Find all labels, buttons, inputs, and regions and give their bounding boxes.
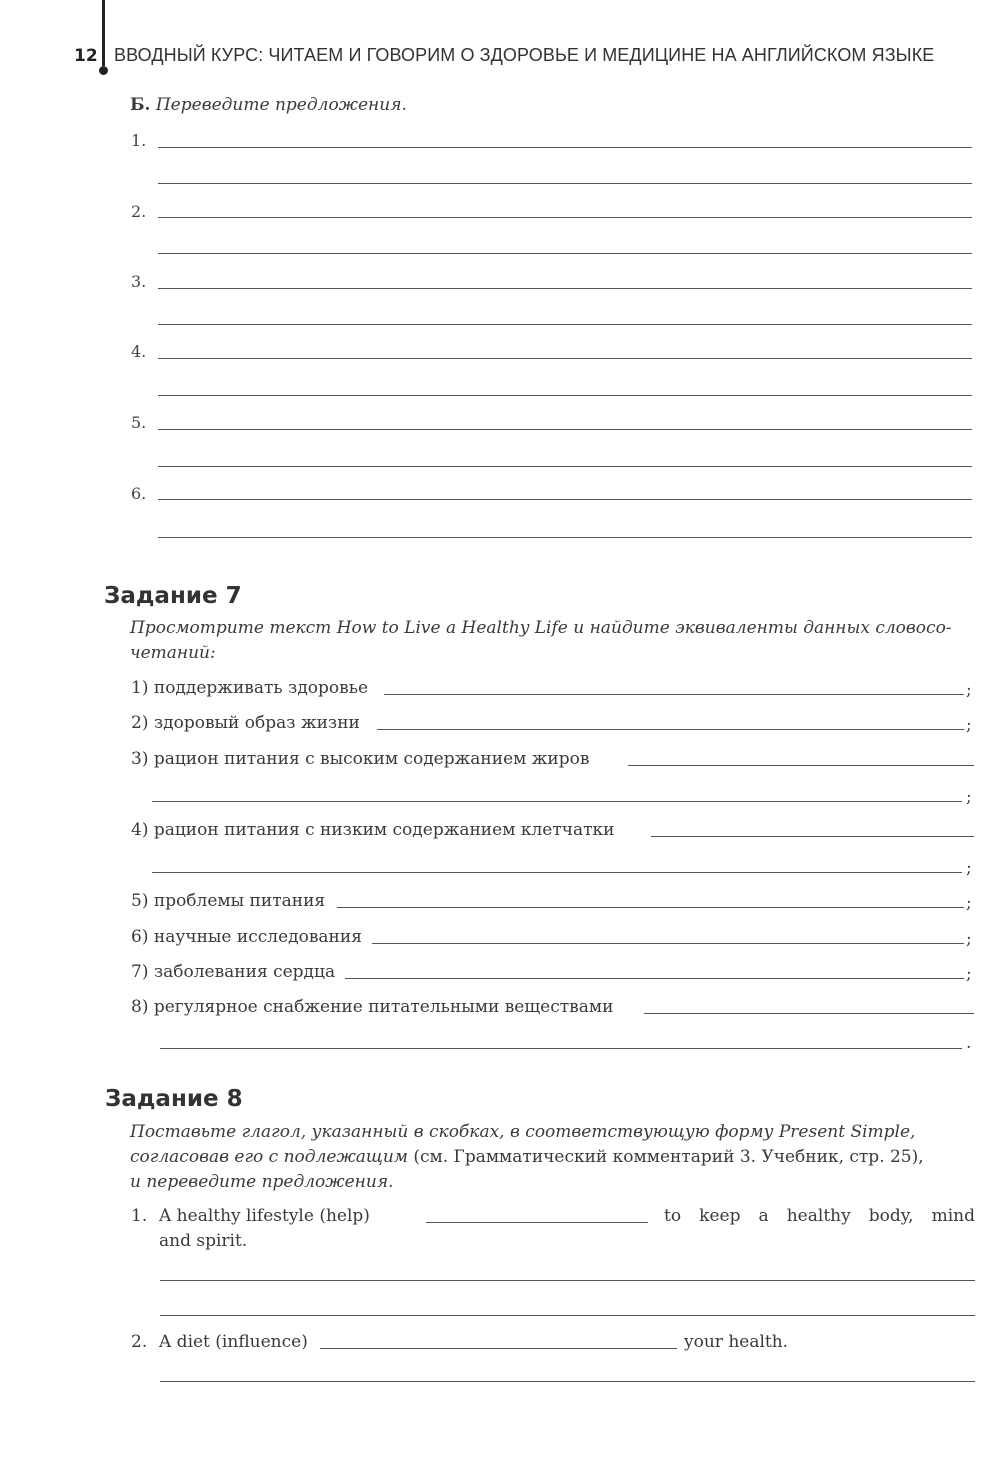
task7-title: Задание 7 <box>104 583 242 609</box>
answer-line[interactable] <box>158 183 972 184</box>
item-end-punct: . <box>966 1033 972 1053</box>
item-end-punct: ; <box>966 893 972 913</box>
verb-blank[interactable] <box>320 1348 677 1349</box>
exercise-text-after: to keep a healthy body, mind <box>664 1206 975 1226</box>
answer-line[interactable] <box>651 836 974 837</box>
translation-number: 4. <box>131 342 147 361</box>
verb-blank[interactable] <box>426 1222 648 1223</box>
part-b-instruction <box>130 95 407 115</box>
answer-line[interactable] <box>158 499 972 500</box>
answer-line[interactable] <box>158 466 972 467</box>
vocab-item: 7) заболевания сердца <box>131 962 336 982</box>
vocab-item: 8) регулярное снабжение питательными веществами <box>131 997 614 1017</box>
answer-line[interactable] <box>337 907 964 908</box>
answer-line[interactable] <box>644 1013 974 1014</box>
answer-line[interactable] <box>158 324 972 325</box>
answer-line[interactable] <box>345 978 964 979</box>
answer-line[interactable] <box>158 429 972 430</box>
vocab-item: 2) здоровый образ жизни <box>131 713 360 733</box>
item-end-punct: ; <box>966 858 972 878</box>
task8-title: Задание 8 <box>105 1086 243 1112</box>
exercise-number: 1. <box>131 1206 148 1226</box>
answer-line[interactable] <box>160 1048 962 1049</box>
vocab-item: 5) проблемы питания <box>131 891 326 911</box>
answer-line[interactable] <box>160 1280 975 1281</box>
translation-number: 6. <box>131 484 147 503</box>
answer-line[interactable] <box>158 537 972 538</box>
answer-line[interactable] <box>158 395 972 396</box>
answer-line[interactable] <box>158 217 972 218</box>
item-end-punct: ; <box>966 964 972 984</box>
translation-number: 3. <box>131 272 147 291</box>
item-end-punct: ; <box>966 715 972 735</box>
part-b-text: Переведите предложения. <box>155 95 407 115</box>
answer-line[interactable] <box>372 943 964 944</box>
item-end-punct: ; <box>966 787 972 807</box>
task8-instruction: Поставьте глагол, указанный в скобках, в соответствующую форму Present Simple, согласовав его с подлежащим (см. Грамматический комментарий 3. Учебник, стр. 25), и переведите предложения. <box>130 1122 924 1192</box>
vocab-item: 3) рацион питания с высоким содержанием жиров <box>131 749 590 769</box>
item-end-punct: ; <box>966 680 972 700</box>
exercise-text-before: A diet (influence) <box>159 1332 308 1352</box>
answer-line[interactable] <box>152 801 962 802</box>
answer-line[interactable] <box>628 765 974 766</box>
translation-number: 1. <box>131 131 147 150</box>
answer-line[interactable] <box>384 694 964 695</box>
answer-line[interactable] <box>158 253 972 254</box>
exercise-text-continued: and spirit. <box>159 1231 248 1251</box>
header-rule <box>102 0 105 66</box>
vocab-item: 1) поддерживать здоровье <box>131 678 369 698</box>
exercise-number: 2. <box>131 1332 148 1352</box>
answer-line[interactable] <box>158 147 972 148</box>
answer-line[interactable] <box>160 1315 975 1316</box>
running-title: ВВОДНЫЙ КУРС: ЧИТАЕМ И ГОВОРИМ О ЗДОРОВЬЕ И МЕДИЦИНЕ НА АНГЛИЙСКОМ ЯЗЫКЕ <box>114 45 935 65</box>
task7-instruction: Просмотрите текст How to Live a Healthy Life и найдите эквиваленты данных словосо- четаний: <box>130 618 952 663</box>
part-b-label: Б. <box>130 95 151 115</box>
page-number: 12 <box>74 46 98 66</box>
translation-number: 2. <box>131 202 147 221</box>
answer-line[interactable] <box>152 872 962 873</box>
answer-line[interactable] <box>160 1381 975 1382</box>
vocab-item: 6) научные исследования <box>131 927 362 947</box>
exercise-text-before: A healthy lifestyle (help) <box>159 1206 370 1226</box>
answer-line[interactable] <box>158 288 972 289</box>
answer-line[interactable] <box>158 358 972 359</box>
answer-line[interactable] <box>377 729 964 730</box>
vocab-item: 4) рацион питания с низким содержанием клетчатки <box>131 820 615 840</box>
header-dot <box>99 66 108 75</box>
translation-number: 5. <box>131 413 147 432</box>
exercise-text-after: your health. <box>684 1332 789 1352</box>
item-end-punct: ; <box>966 929 972 949</box>
